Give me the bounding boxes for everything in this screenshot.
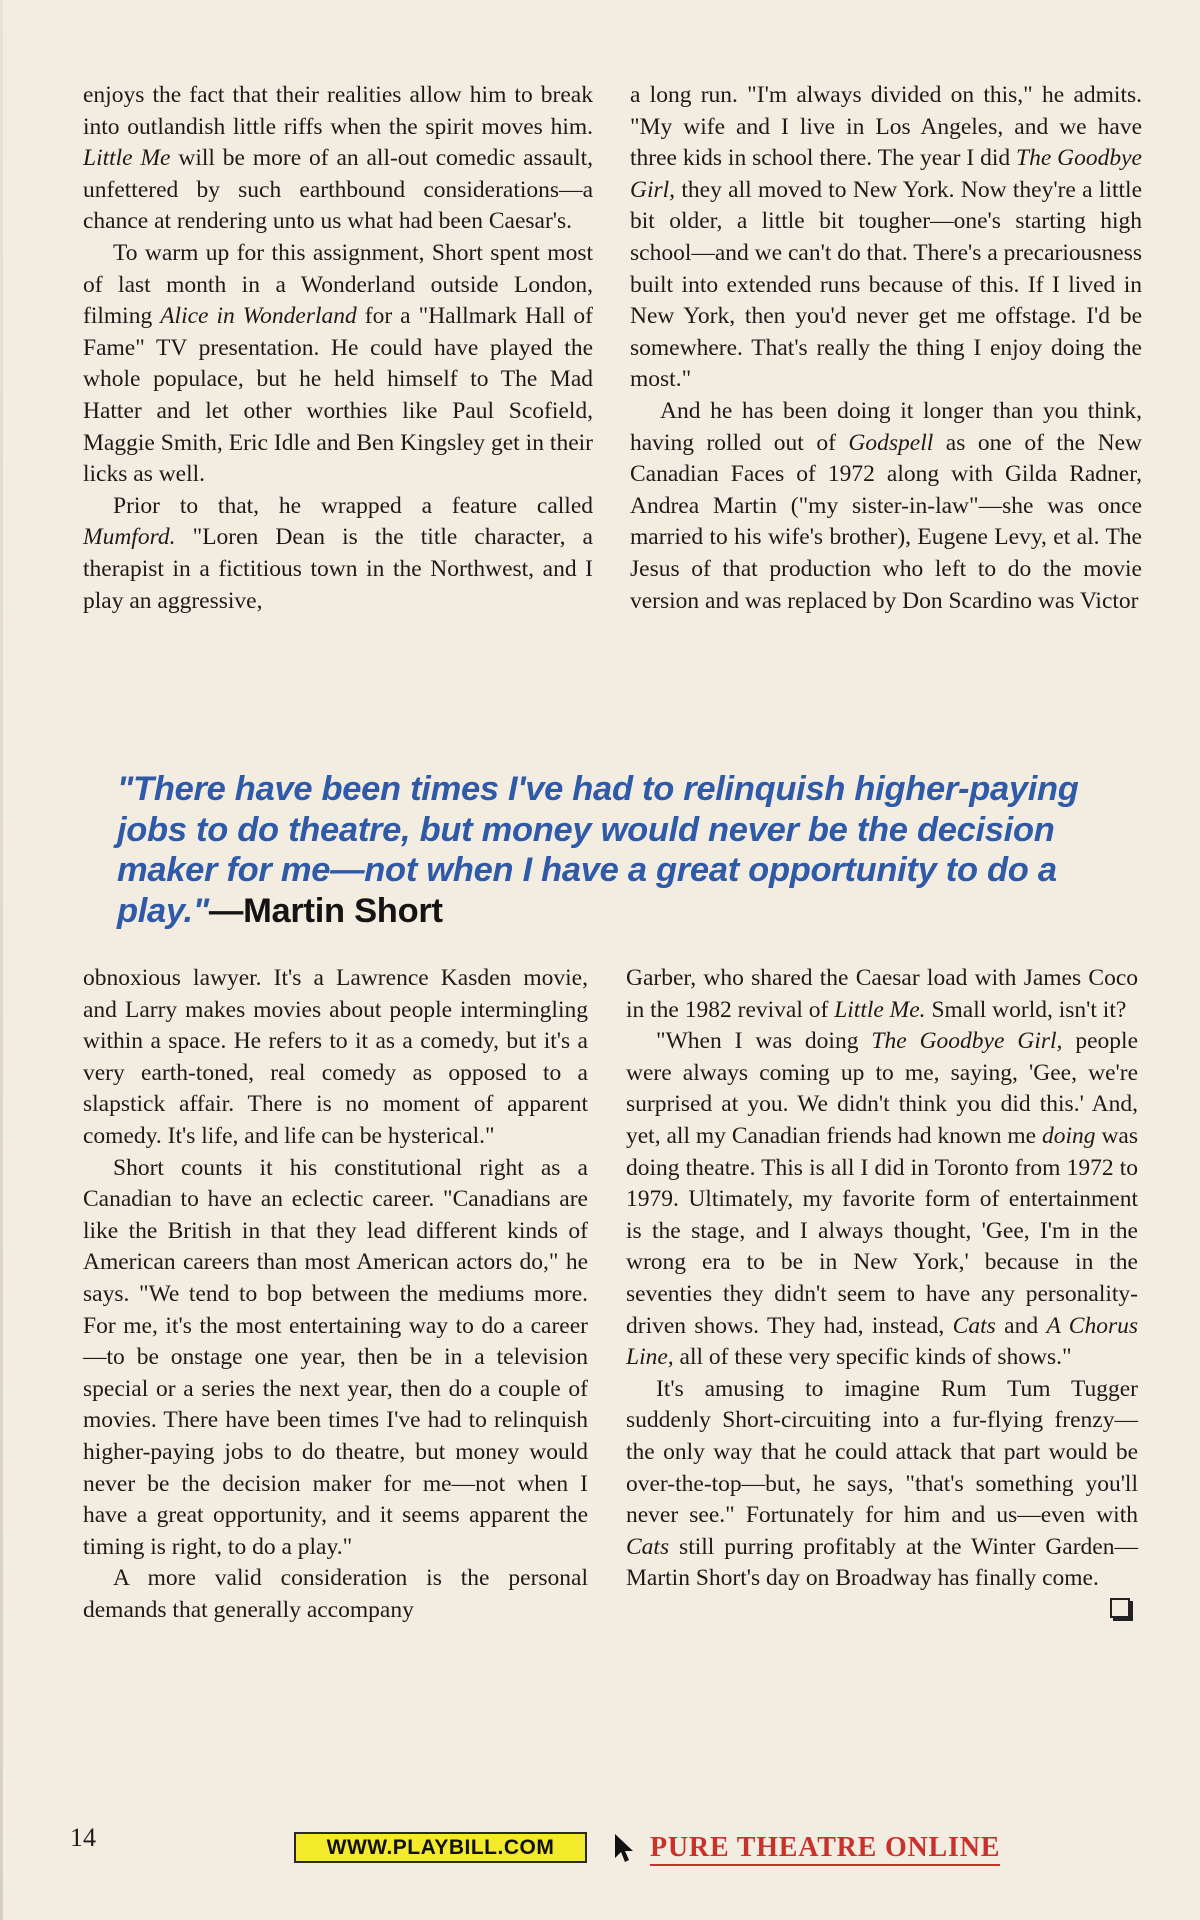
end-of-article-box-icon [1110,1598,1130,1618]
text-run: And he has been doing it longer than you think, having rolled out of [630,397,1142,456]
pull-quote-text: "There have been times I've had to relinquish higher-paying jobs to do theatre, but money would never be the decision maker for me—not when I have a great opportunity to do a play." [117,770,1079,930]
article-paragraph [83,963,588,1153]
article-paragraph [83,80,593,238]
text-run: "Loren Dean is the title character, a therapist in a fictitious town in the Northwest, and I play an aggressive, [83,524,593,614]
article-paragraph [630,80,1142,396]
article-paragraph [83,238,593,491]
footer-tagline: PURE THEATRE ONLINE [650,1832,1000,1866]
article-paragraph [626,1026,1138,1374]
text-run: Prior to that, he wrapped a feature called [113,492,593,519]
text-run: obnoxious lawyer. It's a Lawrence Kasden movie, and Larry makes movies about people intermingling within a space. He refers to it as a comedy, but it's a very earth-toned, real comedy as opposed to a slapstick affair. There is no moment of apparent comedy. It's life, and life can be hysterical." [83,965,588,1149]
text-run: for a "Hallmark Hall of Fame" TV presentation. He could have played the whole populace, but he held himself to The Mad Hatter and let other worthies like Paul Scofield, Maggie Smith, Eric Idle and Ben Kingsley get in their licks as well. [83,303,593,488]
playbill-url-link[interactable]: WWW.PLAYBILL.COM [294,1832,587,1863]
article-column-3 [83,963,588,1626]
text-run: all of these very specific kinds of shows." [673,1344,1072,1371]
text-run: Small world, isn't it? [925,996,1127,1023]
page-number: 14 [70,1823,96,1852]
text-run: Garber, who shared the Caesar load with James Coco in the 1982 revival of [626,965,1138,1023]
text-run: they all moved to New York. Now they're a little bit older, a little bit tougher—one's starting high school—and we can't do that. There's a precariousness built into extended runs because of this. If I lived in New York, then you'd never get me offstage. I'd be somewhere. That's really the thing I enjoy doing the most." [630,176,1142,393]
text-run: will be more of an all-out comedic assault, unfettered by such earthbound considerations—a chance at rendering unto us what had been Caesar's. [83,145,594,235]
page-edge [0,0,3,1920]
article-paragraph [626,963,1138,1026]
article-paragraph [630,396,1142,617]
italic-title: Cats [952,1312,996,1339]
pull-quote-attribution: —Martin Short [208,891,443,930]
article-paragraph [83,1153,588,1564]
text-run: as one of the New Canadian Faces of 1972 along with Gilda Radner, Andrea Martin ("my sister-in-law"—she was once married to his wife's brother), Eugene Levy, et al. The Jesus of that production who left to do the movie version and was replaced by Don Scardino was Victor [630,429,1142,614]
article-column-4 [626,963,1138,1626]
text-run: Short counts it his constitutional right as a Canadian to have an eclectic career. "Canadians are like the British in that they lead different kinds of American careers than most American actors do," he says. "We tend to bop between the mediums more. For me, it's the most entertaining way to do a career—to be onstage one year, then be in a television special or a series the next year, then do a couple of movies. There have been times I've had to relinquish higher-paying jobs to do theatre, but money would never be the decision maker for me—not when I have a great opportunity, and it seems apparent the timing is right, to do a play." [83,1154,588,1560]
italic-title: doing [1042,1122,1096,1149]
text-run: and [995,1312,1047,1339]
italic-title: The Goodbye Girl, [871,1028,1063,1055]
pull-quote [117,769,1117,931]
italic-title: Cats [626,1533,670,1560]
italic-title: Godspell [848,429,934,456]
text-run: "When I was doing [656,1028,872,1055]
article-column-1 [83,80,593,617]
italic-title: Mumford. [83,524,176,551]
text-run: people were always coming up to me, saying, 'Gee, we're surprised at you. We didn't think you did this.' And, yet, all my Canadian friends had known me [626,1028,1139,1149]
article-paragraph [83,491,593,617]
arrow-cursor-icon [612,1832,636,1864]
text-run: A more valid consideration is the personal demands that generally accompany [83,1565,588,1623]
text-run: To warm up for this assignment, Short spent most of last month in a Wonderland outside London, filming [83,239,593,330]
end-of-article-marker [1074,1595,1130,1627]
text-run: a long run. "I'm always divided on this," he admits. "My wife and I live in Los Angeles, and we have three kids in school there. The year I did [630,82,1142,172]
article-paragraph [83,1563,588,1626]
text-run: enjoys the fact that their realities allow him to break into outlandish little riffs when the spirit moves him. [83,82,593,140]
article-paragraph [626,1374,1138,1595]
text-run: It's amusing to imagine Rum Tum Tugger suddenly Short-circuiting into a fur-flying frenzy—the only way that he could attack that part would be over-the-top—but, he says, "that's something you'll never see." Fortunately for him and us—even with [626,1375,1138,1529]
article-column-2 [630,80,1142,617]
text-run: still purring profitably at the Winter Garden—Martin Short's day on Broadway has finally come. [626,1533,1138,1592]
italic-title: Little Me [83,145,171,172]
italic-title: Alice in Wonderland [160,303,357,330]
italic-title: The Goodbye Girl, [630,145,1142,203]
italic-title: Little Me. [834,996,926,1023]
italic-title: A Chorus Line, [626,1312,1138,1371]
text-run: was doing theatre. This is all I did in Toronto from 1972 to 1979. Ultimately, my favorite form of entertainment is the stage, and I always thought, 'Gee, I'm in the wrong era to be in New York,' because in the seventies they didn't seem to have any personality-driven shows. They had, instead, [626,1122,1139,1339]
